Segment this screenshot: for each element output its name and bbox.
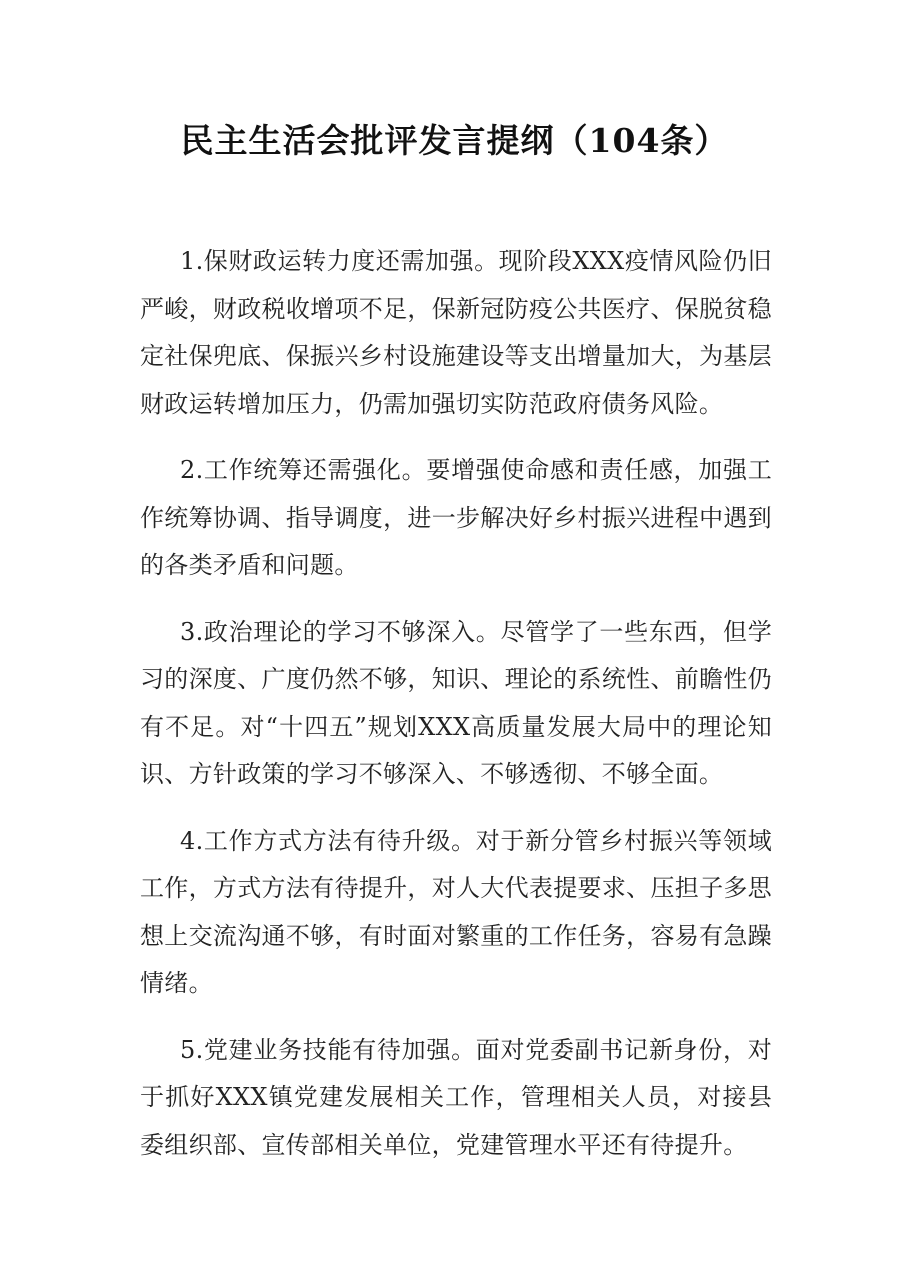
paragraph-3: 3.政治理论的学习不够深入。尽管学了一些东西，但学习的深度、广度仍然不够，知识、理论的系统性、前瞻性仍有不足。对“十四五”规划XXX高质量发展大局中的理论知识、方针政策的学习不够深入、不够透彻、不够全面。 [140,617,772,788]
paragraph-2: 2.工作统筹还需强化。要增强使命感和责任感，加强工作统筹协调、指导调度，进一步解决好乡村振兴进程中遇到的各类矛盾和问题。 [140,456,772,579]
document-title: 民主生活会批评发言提纲（104条） [180,121,729,160]
paragraph-5: 5.党建业务技能有待加强。面对党委副书记新身份，对于抓好XXX镇党建发展相关工作，管理相关人员，对接县委组织部、宣传部相关单位，党建管理水平还有待提升。 [140,1035,772,1159]
paragraph-1: 1.保财政运转力度还需加强。现阶段XXX疫情风险仍旧严峻，财政税收增项不足，保新冠防疫公共医疗、保脱贫稳定社保兜底、保振兴乡村设施建设等支出增量加大，为基层财政运转增加压力，仍需加强切实防范政府债务风险。 [140,247,772,418]
paragraph-4: 4.工作方式方法有待升级。对于新分管乡村振兴等领域工作，方式方法有待提升，对人大代表提要求、压担子多思想上交流沟通不够，有时面对繁重的工作任务，容易有急躁情绪。 [140,826,772,997]
document-body [140,238,772,1188]
